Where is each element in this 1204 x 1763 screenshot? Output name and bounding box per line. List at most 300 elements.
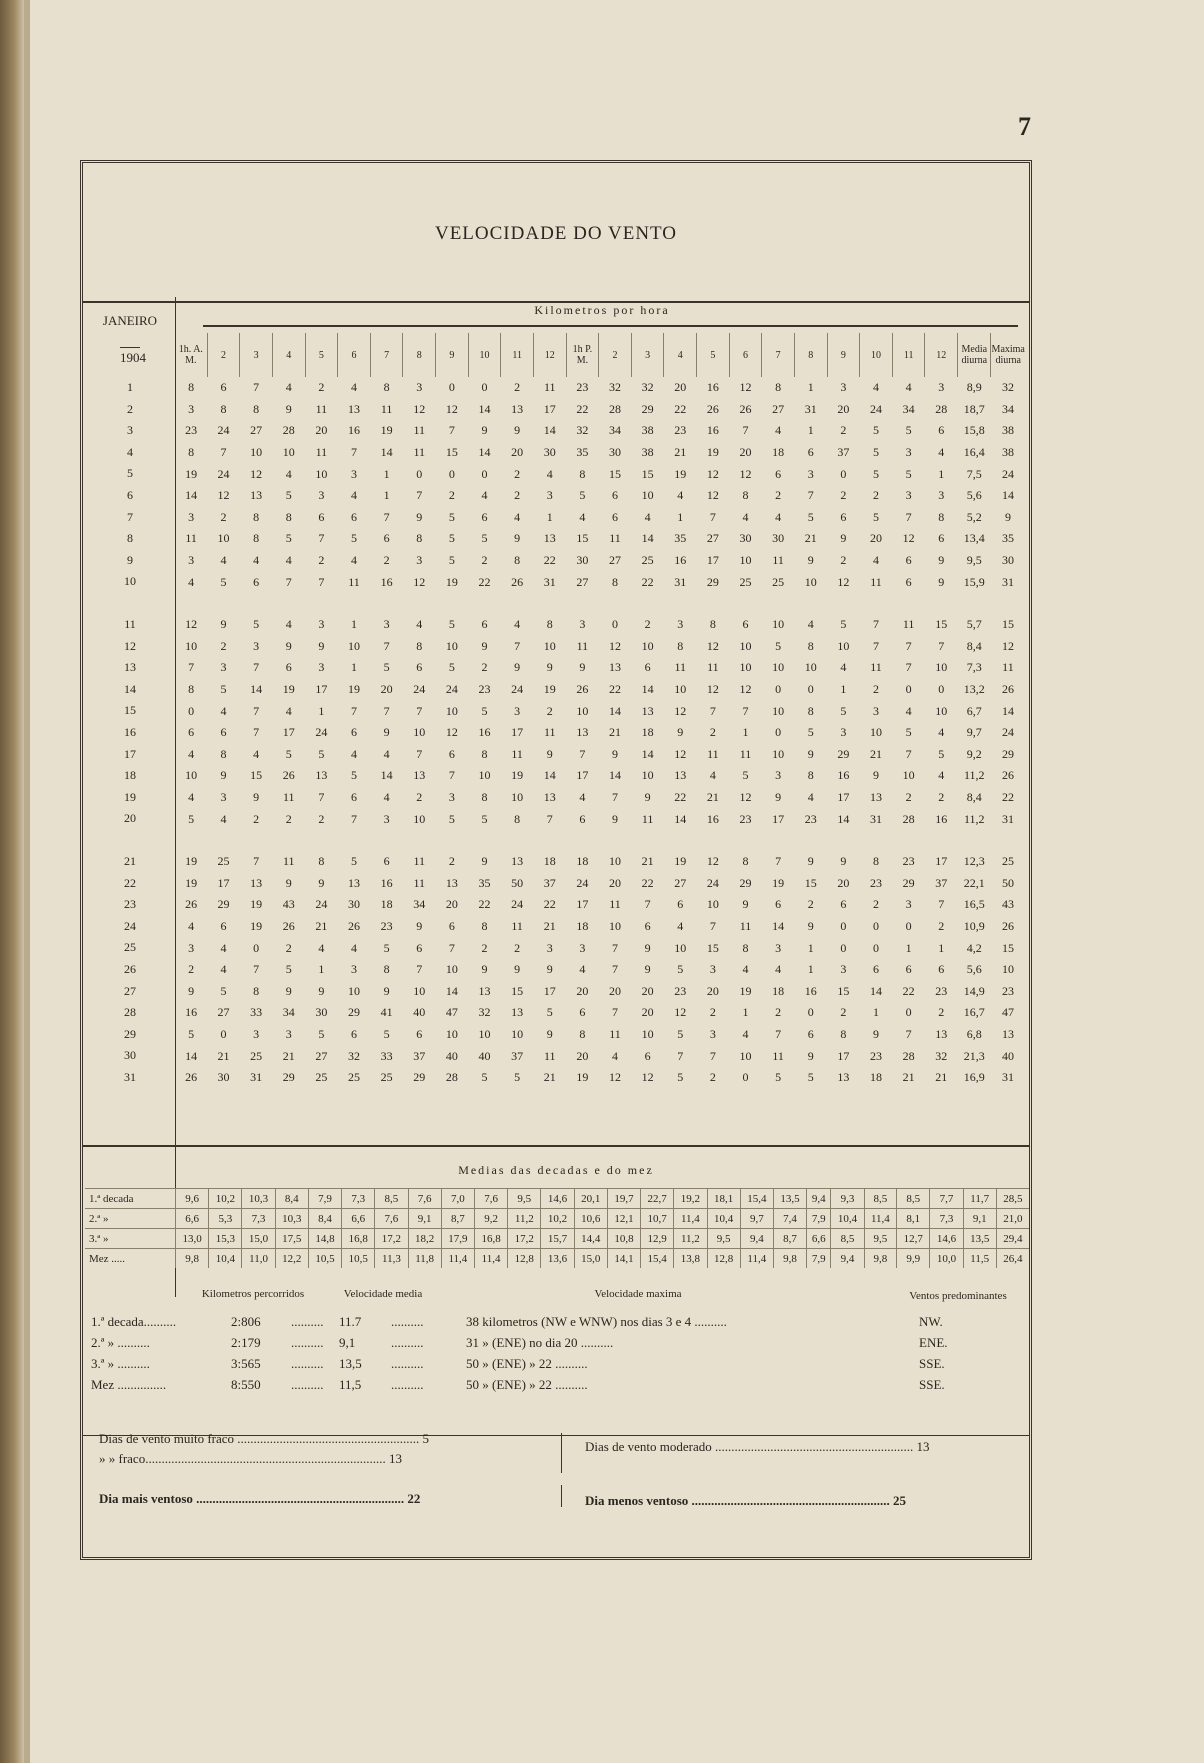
- hour-cell: 14: [870, 983, 883, 998]
- decade-cell: 10,4: [831, 1209, 864, 1229]
- km-header: Kilometros percorridos: [201, 1288, 305, 1300]
- hour-cell: 5: [448, 811, 455, 826]
- summary-vm: 11,5: [339, 1377, 362, 1392]
- hour-cell: 24: [217, 466, 230, 481]
- maxima-diurna-cell: 43: [1001, 897, 1014, 912]
- hour-cell: 11: [543, 1048, 556, 1063]
- hour-cell: 0: [775, 682, 782, 697]
- maxima-diurna-cell: 34: [1001, 401, 1014, 416]
- hour-cell: 26: [511, 574, 524, 589]
- hour-cell: 14: [185, 488, 198, 503]
- hour-cell: 0: [807, 1005, 814, 1020]
- hour-cell: 12: [739, 682, 752, 697]
- maxima-diurna-cell: 9: [1004, 509, 1011, 524]
- hour-cell: 25: [217, 854, 230, 869]
- decade-cell: 11,8: [408, 1249, 441, 1269]
- hour-cell: 4: [775, 962, 782, 977]
- hour-cell: 2: [253, 811, 260, 826]
- hour-cell: 8: [220, 401, 227, 416]
- hour-cell: 10: [543, 638, 556, 653]
- summary-leader: ..........: [291, 1335, 324, 1350]
- vmax-header: Velocidade maxima: [594, 1288, 682, 1300]
- hour-cell: 8: [514, 553, 521, 568]
- hour-cell: 5: [220, 682, 227, 697]
- hour-cell: 8: [579, 466, 586, 481]
- media-diurna-cell: 16,9: [963, 1070, 985, 1085]
- hour-cell: 0: [840, 466, 847, 481]
- hour-cell: 14: [185, 1048, 198, 1063]
- hour-cell: 9: [873, 768, 880, 783]
- hour-cell: 10: [445, 638, 458, 653]
- hour-cell: 26: [739, 401, 752, 416]
- hour-cell: 7: [612, 940, 619, 955]
- hour-cell: 13: [348, 875, 361, 890]
- hour-cell: 10: [609, 854, 622, 869]
- decade-cell: 12,9: [641, 1229, 674, 1249]
- hour-header: 2: [207, 333, 240, 377]
- hour-cell: 34: [902, 401, 915, 416]
- hour-cell: 22: [543, 553, 556, 568]
- decade-cell: 9,9: [897, 1249, 930, 1269]
- hour-cell: 2: [546, 703, 553, 718]
- hour-cell: 23: [804, 811, 817, 826]
- hour-cell: 3: [188, 509, 195, 524]
- hour-cell: 4: [579, 509, 586, 524]
- hour-cell: 9: [840, 531, 847, 546]
- hour-cell: 9: [807, 854, 814, 869]
- hour-cell: 4: [416, 617, 423, 632]
- decade-cell: 11,4: [864, 1209, 897, 1229]
- hour-cell: 2: [481, 940, 488, 955]
- hour-cell: 10: [609, 918, 622, 933]
- hour-cell: 25: [380, 1070, 393, 1085]
- maxima-diurna-cell: 31: [1001, 1070, 1014, 1085]
- hour-cell: 31: [674, 574, 687, 589]
- decade-cell: 9,1: [963, 1209, 996, 1229]
- hour-cell: 4: [938, 768, 945, 783]
- hour-cell: 4: [220, 553, 227, 568]
- hour-cell: 13: [837, 1070, 850, 1085]
- hour-cell: 11: [315, 445, 328, 460]
- hour-cell: 11: [674, 660, 687, 675]
- hour-cell: 10: [413, 811, 426, 826]
- day-label: 31: [124, 1070, 136, 1084]
- hour-cell: 28: [902, 1048, 915, 1063]
- hour-cell: 8: [416, 531, 423, 546]
- media-diurna-cell: 15,8: [963, 423, 985, 438]
- media-diurna-cell: 11,2: [963, 768, 985, 783]
- hour-cell: 40: [445, 1048, 458, 1063]
- hour-cell: 2: [905, 789, 912, 804]
- hour-cell: 21: [870, 746, 883, 761]
- hour-cell: 10: [772, 746, 785, 761]
- hour-cell: 3: [188, 553, 195, 568]
- summary-row: [91, 1335, 971, 1355]
- decade-cell: 7,9: [807, 1249, 831, 1269]
- hour-cell: 4: [742, 509, 749, 524]
- hour-cell: 9: [546, 1026, 553, 1041]
- decade-cell: 9,5: [707, 1229, 740, 1249]
- hour-cell: 8: [253, 401, 260, 416]
- footer-mais-ventoso: Dia mais ventoso ................................................................ 22: [99, 1491, 421, 1506]
- hour-cell: 16: [706, 811, 719, 826]
- hour-cell: 5: [775, 638, 782, 653]
- hour-cell: 6: [318, 509, 325, 524]
- hour-cell: 2: [840, 488, 847, 503]
- hour-cell: 2: [840, 423, 847, 438]
- decade-cell: 11,5: [963, 1249, 996, 1269]
- hour-cell: 8: [253, 531, 260, 546]
- hour-cell: 41: [380, 1005, 393, 1020]
- hour-cell: 9: [188, 983, 195, 998]
- hour-cell: 14: [609, 768, 622, 783]
- hour-cell: 2: [416, 789, 423, 804]
- media-diurna-cell: 16,5: [963, 897, 985, 912]
- month-label: [89, 313, 171, 366]
- decade-cell: 18,1: [707, 1189, 740, 1209]
- hour-cell: 29: [641, 401, 654, 416]
- hour-cell: 12: [674, 746, 687, 761]
- hour-cell: 22: [609, 682, 622, 697]
- hour-cell: 27: [315, 1048, 328, 1063]
- hour-cell: 14: [837, 811, 850, 826]
- summary-leader: ..........: [291, 1377, 324, 1392]
- decade-cell: 12,8: [707, 1249, 740, 1269]
- decade-cell: 11,2: [508, 1209, 541, 1229]
- hour-cell: 9: [318, 875, 325, 890]
- hour-cell: 7: [448, 940, 455, 955]
- hour-cell: 21: [315, 918, 328, 933]
- hour-cell: 15: [511, 983, 524, 998]
- hour-cell: 12: [185, 617, 198, 632]
- hour-cell: 6: [351, 1026, 358, 1041]
- hour-header: 9: [436, 333, 469, 377]
- hour-cell: 20: [641, 983, 654, 998]
- hour-cell: 9: [514, 962, 521, 977]
- day-label: 26: [124, 962, 136, 976]
- hour-cell: 9: [220, 617, 227, 632]
- media-diurna-cell: 5,2: [966, 509, 982, 524]
- hour-cell: 29: [902, 875, 915, 890]
- decade-cell: 28,5: [996, 1189, 1029, 1209]
- hour-cell: 5: [807, 1070, 814, 1085]
- day-row: [175, 787, 1025, 809]
- hour-cell: 21: [217, 1048, 230, 1063]
- media-diurna-cell: 9,5: [966, 553, 982, 568]
- hour-cell: 6: [612, 488, 619, 503]
- hour-cell: 2: [840, 1005, 847, 1020]
- hour-cell: 14: [380, 768, 393, 783]
- decade-cell: 15,3: [209, 1229, 242, 1249]
- hour-cell: 9: [285, 638, 292, 653]
- hour-cell: 7: [775, 1026, 782, 1041]
- day-label: 28: [124, 1005, 136, 1020]
- decade-cell: 11,4: [474, 1249, 507, 1269]
- day-label: 23: [124, 897, 136, 912]
- hour-cell: 5: [220, 574, 227, 589]
- hour-cell: 5: [481, 703, 488, 718]
- hour-cell: 20: [576, 983, 589, 998]
- decade-cell: 14,4: [574, 1229, 607, 1249]
- hour-cell: 10: [282, 445, 295, 460]
- hour-cell: 9: [546, 746, 553, 761]
- decade-cell: 10,4: [707, 1209, 740, 1229]
- hour-cell: 3: [546, 940, 553, 955]
- hour-cell: 9: [481, 638, 488, 653]
- hour-cell: 15: [576, 531, 589, 546]
- decade-cell: 13,5: [773, 1189, 806, 1209]
- summary-km: 8:550: [231, 1377, 261, 1392]
- hour-cell: 13: [641, 703, 654, 718]
- hour-cell: 9: [612, 811, 619, 826]
- hour-cell: 7: [905, 638, 912, 653]
- hour-cell: 4: [807, 789, 814, 804]
- hour-cell: 8: [742, 940, 749, 955]
- hour-cell: 15: [935, 617, 948, 632]
- hour-cell: 0: [742, 1070, 749, 1085]
- decade-cell: 14,1: [607, 1249, 640, 1269]
- hour-cell: 6: [579, 1005, 586, 1020]
- table-frame: [80, 160, 1032, 1560]
- hour-cell: 6: [220, 725, 227, 740]
- hour-cell: 2: [938, 789, 945, 804]
- hour-cell: 12: [413, 401, 426, 416]
- hour-cell: 3: [905, 445, 912, 460]
- hour-cell: 14: [380, 445, 393, 460]
- maxima-diurna-cell: 12: [1001, 638, 1014, 653]
- hour-cell: 8: [775, 380, 782, 395]
- hour-cell: 24: [217, 423, 230, 438]
- decade-cell: 14,6: [541, 1189, 574, 1209]
- hour-cell: 10: [478, 768, 491, 783]
- hour-cell: 4: [285, 466, 292, 481]
- hour-cell: 4: [709, 768, 716, 783]
- hour-cell: 3: [383, 811, 390, 826]
- hour-cell: 12: [609, 1070, 622, 1085]
- day-row: [175, 550, 1025, 572]
- hour-cell: 6: [220, 918, 227, 933]
- hour-cell: 12: [413, 574, 426, 589]
- hour-cell: 7: [873, 638, 880, 653]
- hour-cell: 16: [478, 725, 491, 740]
- hour-cell: 4: [677, 918, 684, 933]
- hour-cell: 2: [873, 682, 880, 697]
- media-diurna-cell: 13,4: [963, 531, 985, 546]
- hour-cell: 10: [445, 703, 458, 718]
- hour-cell: 25: [348, 1070, 361, 1085]
- hour-cell: 0: [448, 380, 455, 395]
- hour-header: 12: [533, 333, 566, 377]
- hour-cell: 26: [185, 897, 198, 912]
- hour-cell: 21: [543, 918, 556, 933]
- hour-cell: 28: [445, 1070, 458, 1085]
- hour-cell: 30: [772, 531, 785, 546]
- media-diurna-cell: 8,9: [966, 380, 982, 395]
- decade-cell: 9,8: [176, 1249, 209, 1269]
- decade-cell: 11,0: [242, 1249, 275, 1269]
- decade-cell: 10,2: [541, 1209, 574, 1229]
- hour-header: 3: [631, 333, 664, 377]
- hour-cell: 18: [543, 854, 556, 869]
- hour-cell: 30: [609, 445, 622, 460]
- hour-cell: 32: [478, 1005, 491, 1020]
- hour-cell: 11: [707, 746, 719, 761]
- hour-cell: 17: [217, 875, 230, 890]
- hour-cell: 6: [351, 789, 358, 804]
- hour-cell: 4: [775, 423, 782, 438]
- decade-cell: 10,5: [342, 1249, 375, 1269]
- hour-cell: 6: [840, 509, 847, 524]
- hour-cell: 6: [644, 660, 651, 675]
- hour-cell: 28: [902, 811, 915, 826]
- hour-cell: 4: [285, 553, 292, 568]
- hour-cell: 5: [448, 531, 455, 546]
- decade-cell: 29,4: [996, 1229, 1029, 1249]
- decade-cell: 11,4: [674, 1209, 707, 1229]
- hour-cell: 27: [609, 553, 622, 568]
- hour-cell: 2: [873, 897, 880, 912]
- hour-cell: 17: [282, 725, 295, 740]
- hour-header: 9: [827, 333, 860, 377]
- hour-cell: 7: [742, 703, 749, 718]
- hour-header: 11: [501, 333, 534, 377]
- hour-cell: 22: [543, 897, 556, 912]
- hour-cell: 17: [511, 725, 524, 740]
- day-row: [175, 894, 1025, 916]
- book-spine: [0, 0, 24, 1763]
- decade-title: Medias das decadas e do mez: [458, 1163, 654, 1177]
- hour-cell: 7: [285, 574, 292, 589]
- hour-cell: 12: [674, 1005, 687, 1020]
- hour-cell: 3: [253, 638, 260, 653]
- hour-cell: 9: [220, 768, 227, 783]
- hour-header: 7: [762, 333, 795, 377]
- hour-header: Media diurna: [958, 333, 991, 377]
- hour-cell: 17: [837, 1048, 850, 1063]
- hour-cell: 7: [448, 423, 455, 438]
- decade-cell: 7,3: [242, 1209, 275, 1229]
- maxima-diurna-cell: 14: [1001, 488, 1014, 503]
- decade-gap: [175, 593, 1025, 614]
- media-diurna-cell: 15,9: [963, 574, 985, 589]
- hour-cell: 7: [905, 660, 912, 675]
- decade-cell: 7,6: [408, 1189, 441, 1209]
- footer-muito-fraco: Dias de vento muito fraco ........................................................ 5: [99, 1431, 430, 1446]
- hour-cell: 4: [351, 380, 358, 395]
- hour-header: 10: [468, 333, 501, 377]
- hour-cell: 6: [677, 897, 684, 912]
- day-row: [175, 959, 1025, 981]
- hour-cell: 17: [543, 983, 556, 998]
- hour-cell: 4: [188, 789, 195, 804]
- hour-cell: 47: [445, 1005, 458, 1020]
- hour-cell: 0: [840, 940, 847, 955]
- hour-cell: 7: [253, 703, 260, 718]
- hour-cell: 38: [641, 445, 654, 460]
- month-name: JANEIRO: [102, 313, 158, 328]
- decade-cell: 10,8: [607, 1229, 640, 1249]
- day-label: 20: [124, 811, 136, 826]
- day-row: [175, 808, 1025, 830]
- hour-cell: 5: [383, 940, 390, 955]
- decade-cell: 13,8: [674, 1249, 707, 1269]
- hour-cell: 5: [383, 1026, 390, 1041]
- hour-cell: 33: [250, 1005, 263, 1020]
- summary-km: 2:179: [231, 1335, 261, 1350]
- hour-cell: 4: [351, 746, 358, 761]
- hour-cell: 34: [609, 423, 622, 438]
- hour-cell: 14: [641, 746, 654, 761]
- hour-cell: 9: [612, 746, 619, 761]
- hour-cell: 12: [641, 1070, 654, 1085]
- hour-cell: 7: [612, 962, 619, 977]
- media-diurna-cell: 18,7: [963, 401, 985, 416]
- hour-cell: 14: [543, 768, 556, 783]
- hour-cell: 3: [351, 466, 358, 481]
- hour-cell: 19: [576, 1070, 589, 1085]
- hour-header: 6: [338, 333, 371, 377]
- hour-cell: 7: [253, 660, 260, 675]
- day-label: 18: [124, 768, 136, 783]
- hour-cell: 10: [739, 1048, 752, 1063]
- hour-cell: 22: [674, 789, 687, 804]
- hour-cell: 18: [576, 854, 589, 869]
- maxima-diurna-cell: 25: [1001, 854, 1014, 869]
- hour-cell: 20: [641, 1005, 654, 1020]
- hour-cell: 19: [511, 768, 524, 783]
- summary-vm: 13,5: [339, 1356, 362, 1371]
- hour-cell: 2: [448, 854, 455, 869]
- hour-cell: 11: [772, 553, 784, 568]
- hour-cell: 29: [348, 1005, 361, 1020]
- hour-cell: 13: [250, 875, 263, 890]
- hour-cell: 23: [902, 854, 915, 869]
- hour-cell: 26: [706, 401, 719, 416]
- hour-cell: 43: [282, 897, 295, 912]
- hour-cell: 16: [804, 983, 817, 998]
- hour-cell: 7: [873, 617, 880, 632]
- hour-cell: 6: [905, 962, 912, 977]
- maxima-diurna-cell: 23: [1001, 983, 1014, 998]
- summary-label: 1.ª decada..........: [91, 1314, 177, 1329]
- hour-cell: 13: [543, 789, 556, 804]
- hour-cell: 8: [840, 1026, 847, 1041]
- hour-cell: 32: [609, 380, 622, 395]
- hour-cell: 38: [641, 423, 654, 438]
- maxima-diurna-cell: 35: [1001, 531, 1014, 546]
- maxima-diurna-cell: 24: [1001, 725, 1014, 740]
- hour-cell: 15: [445, 445, 458, 460]
- day-row: [175, 980, 1025, 1002]
- hour-cell: 4: [742, 962, 749, 977]
- hour-cell: 21: [804, 531, 817, 546]
- hour-cell: 0: [220, 1026, 227, 1041]
- hour-cell: 12: [837, 574, 850, 589]
- hour-cell: 7: [905, 509, 912, 524]
- hour-cell: 11: [902, 617, 915, 632]
- hour-cell: 10: [576, 703, 589, 718]
- decade-label: 3.ª »: [85, 1229, 176, 1249]
- day-label: 9: [127, 552, 133, 567]
- maxima-diurna-cell: 11: [1002, 660, 1014, 675]
- hour-cell: 3: [840, 725, 847, 740]
- hour-cell: 35: [674, 531, 687, 546]
- hour-cell: 23: [739, 811, 752, 826]
- summary-leader: ..........: [291, 1314, 324, 1329]
- hour-cell: 6: [448, 918, 455, 933]
- decade-cell: 9,1: [408, 1209, 441, 1229]
- hour-cell: 1: [383, 488, 390, 503]
